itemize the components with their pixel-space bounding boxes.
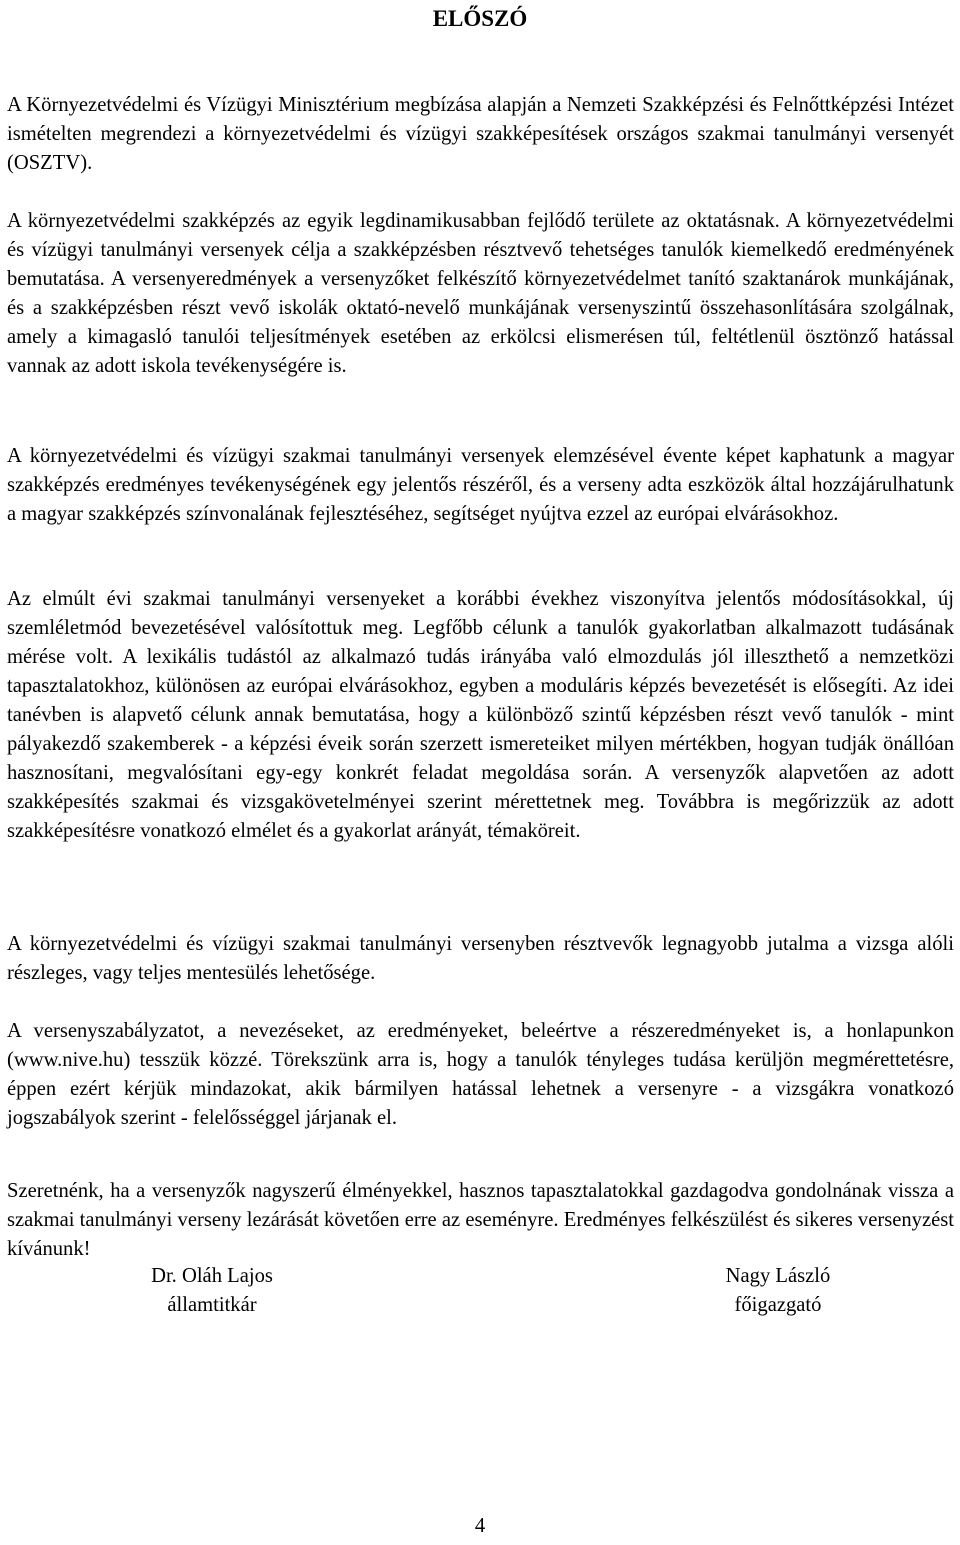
signature-block-right	[696, 1262, 860, 1320]
paragraph-reward: A környezetvédelmi és vízügyi szakmai tanulmányi versenyben résztvevők legnagyobb jutalma a vizsga alóli részleges, vagy teljes mentesülés lehetősége.	[7, 933, 954, 984]
paragraph-changes: Az elmúlt évi szakmai tanulmányi versenyeket a korábbi évekhez viszonyítva jelentős módosításokkal, új szemléletmód bevezetésével valósítottuk meg. Legfőbb célunk a tanulók gyakorlatban alkalmazott tudásának mérése volt. A lexikális tudástól az alkalmazó tudás irányába való elmozdulás jól illeszthető a nemzetközi tapasztalatokhoz, különösen az európai elvárásokhoz, egyben a moduláris képzés bevezetését is elősegíti. Az idei tanévben is alapvető célunk annak bemutatása, hogy a különböző szintű képzésben részt vevő tanulók - mint pályakezdő szakemberek - a képzési éveik során szerzett ismereteiket milyen mértékben, hogyan tudják önállóan hasznosítani, megvalósítani egy-egy konkrét feladat megoldása során. A versenyzők alapvetően az adott szakképesítés szakmai és vizsgakövetelményei szerint mérettetnek meg. Továbbra is megőrizzük az adott szakképesítésre vonatkozó elmélet és a gyakorlat arányát, témaköreit.	[7, 588, 954, 842]
page-number: 4	[474, 1515, 486, 1537]
paragraph-analysis: A környezetvédelmi és vízügyi szakmai tanulmányi versenyek elemzésével évente képet kaphatunk a magyar szakképzés eredményes tevékenységének egy jelentős részéről, és a verseny adta eszközök által hozzájárulhatunk a magyar szakképzés színvonalának fejlesztéséhez, segítséget nyújtva ezzel az európai elvárásokhoz.	[7, 445, 954, 525]
signatory-name: Dr. Oláh Lajos	[151, 1265, 273, 1287]
paragraph-closing: Szeretnénk, ha a versenyzők nagyszerű élményekkel, hasznos tapasztalatokkal gazdagodva gondolnának vissza a szakmai tanulmányi verseny lezárását követően erre az eseményre. Eredményes felkészülést és sikeres versenyzést kívánunk!	[7, 1180, 954, 1260]
signatory-role: főigazgató	[734, 1294, 822, 1316]
signatory-role: államtitkár	[167, 1294, 257, 1316]
signature-block-left	[130, 1262, 294, 1320]
paragraph-publication: A versenyszabályzatot, a nevezéseket, az eredményeket, beleértve a részeredményeket is, a honlapunkon (www.nive.hu) tesszük közzé. Törekszünk arra is, hogy a tanulók tényleges tudása kerüljön megmérettetésre, éppen ezért kérjük mindazokat, akik bármilyen hatással lehetnek a versenyre - a vizsgákra vonatkozó jogszabályok szerint - felelősséggel járjanak el.	[7, 1020, 954, 1129]
page-title: ELŐSZÓ	[432, 6, 528, 31]
paragraph-intro: A Környezetvédelmi és Vízügyi Minisztérium megbízása alapján a Nemzeti Szakképzési és Felnőttképzési Intézet ismételten megrendezi a környezetvédelmi és vízügyi szakképesítések országos szakmai tanulmányi versenyét (OSZTV).	[7, 94, 954, 174]
paragraph-goals: A környezetvédelmi szakképzés az egyik legdinamikusabban fejlődő területe az oktatásnak. A környezetvédelmi és vízügyi tanulmányi versenyek célja a szakképzésben résztvevő tehetséges tanulók kiemelkedő eredményének bemutatása. A versenyeredmények a versenyzőket felkészítő környezetvédelmet tanító szaktanárok munkájának, és a szakképzésben részt vevő iskolák oktató-nevelő munkájának versenyszintű összehasonlítására szolgálnak, amely a kimagasló tanulói teljesítmények esetében az erkölcsi elismerésen túl, feltétlenül ösztönző hatással vannak az adott iskola tevékenységére is.	[7, 210, 954, 377]
signatory-name: Nagy László	[725, 1265, 831, 1287]
